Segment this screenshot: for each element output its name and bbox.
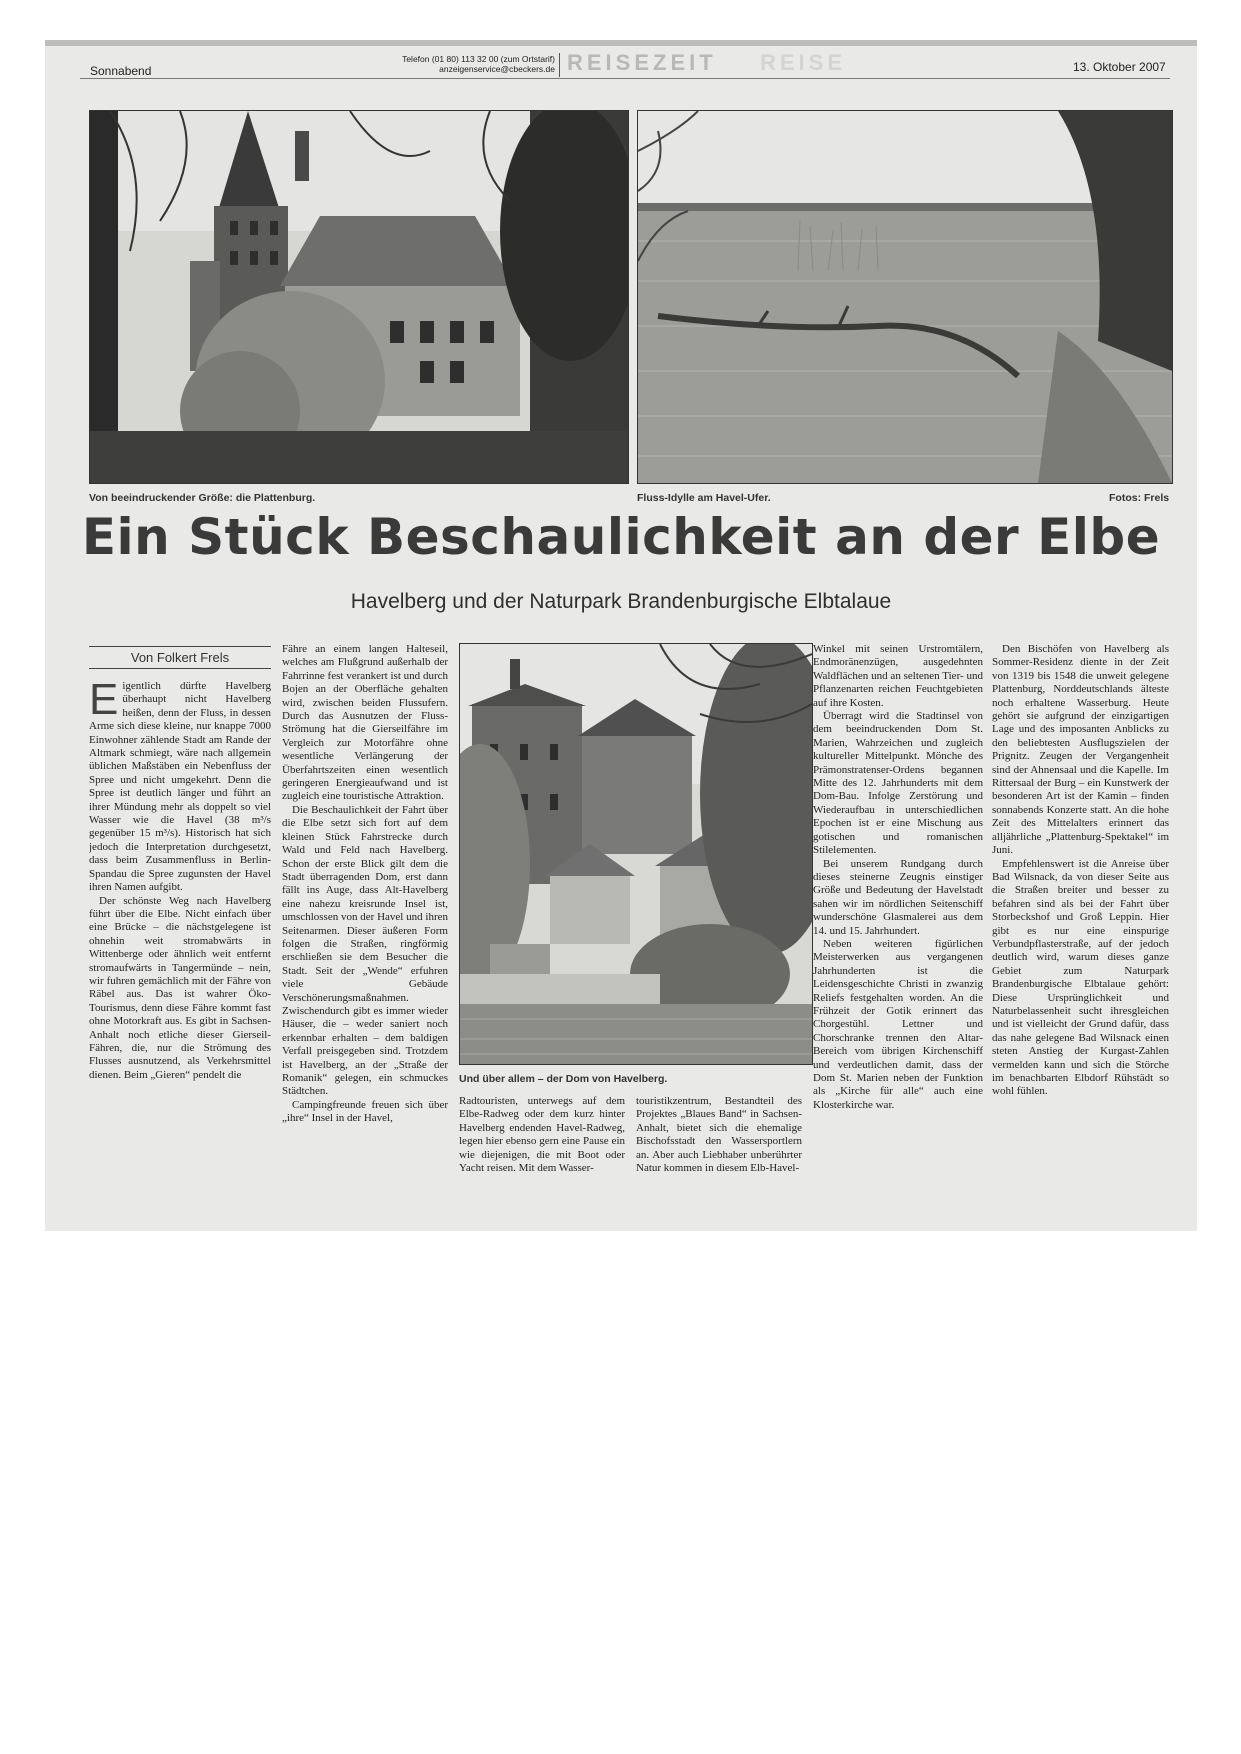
photo-plattenburg	[89, 110, 629, 484]
caption-dom: Und über allem – der Dom von Havelberg.	[459, 1073, 668, 1085]
paragraph: Winkel mit seinen Urstromtälern, Endmoränenzügen, ausgedehnten Waldflächen und an seltenen Tier- und Pflanzenarten reichen Feuchtgebieten auf ihre Kosten.	[813, 643, 983, 709]
header-separator	[559, 53, 560, 77]
paragraph: Campingfreunde freuen sich über „ihre“ Insel in der Havel,	[282, 1098, 448, 1125]
show-through-text: REISE	[760, 50, 847, 75]
caption-havel: Fluss-Idylle am Havel-Ufer.	[637, 492, 771, 504]
paragraph: Neben weiteren figürlichen Meisterwerken aus vergangenen Jahrhunderten ist die Leidensgeschichte Christi in zwanzig Reliefs festgehalten worden. An die Frühzeit der Gotik erinnert das Chorgestühl. Lettner und Chorschranke trennen den Altar-Bereich vom übrigen Kirchenschiff und verdeutlichen damit, dass der Dom St. Marien neben der Funktion als „Kirche für alle“ auch eine Klosterkirche war.	[813, 937, 983, 1111]
article-subheadline: Havelberg und der Naturpark Brandenburgische Elbtalaue	[350, 590, 892, 613]
paragraph	[89, 680, 271, 895]
paragraph-text: igentlich dürfte Havelberg überhaupt nicht Havelberg heißen, denn der Fluss, in dessen Arme sich diese kleine, nur knappe 7000 Einwohner zählende Stadt am Rande der Altmark schmiegt, wäre nach allgemein üblichen Maßstäben ein Nebenfluss der Spree und nicht umgekehrt. Denn die Spree ist deutlich länger und führt an ihrer Mündung mehr als doppelt so viel Wasser wie die Havel (38 m³/s gegenüber 15 m³/s). Historisch hat sich jedoch die Interpretation durchgesetzt, dass beim Zusammenfluss in Berlin-Spandau die Spree zugunsten der Havel ihren Namen aufgibt.	[89, 680, 271, 894]
article-column-2	[282, 643, 448, 1228]
article-headline: Ein Stück Beschaulichkeit an der Elbe	[81, 508, 1161, 566]
paragraph: Die Beschaulichkeit der Fahrt über die Elbe setzt sich fort auf dem kleinen Stück Fahrstrecke durch Wald und Feld nach Havelberg. Schon der erste Blick gilt dem die Stadt überragenden Dom, erst dann fällt ins Auge, dass Alt-Havelberg eine nahezu kreisrunde Insel ist, umschlossen von der Havel und ihren Seitenarmen. Dieser äußeren Form folgen die Straßen, ringförmig erschließen sie dem Besucher die Stadt. Seit der „Wende“ erfuhren viele Gebäude Verschönerungsmaßnahmen. Zwischendurch gibt es immer wieder Häuser, die – weder saniert noch erkennbar erhalten – dem baldigen Verfall preisgegeben sind. Trotzdem ist Havelberg, an der „Straße der Romanik“ gelegen, ein schmuckes Städtchen.	[282, 803, 448, 1098]
paragraph: Bei unserem Rundgang durch dieses steinerne Zeugnis einstiger Größe und Bedeutung der Havelstadt sahen wir im nördlichen Seitenschiff wunderschöne Glasmalerei aus dem 14. und 15. Jahrhundert.	[813, 857, 983, 937]
byline: Von Folkert Frels	[130, 650, 230, 665]
drop-cap: E	[89, 680, 119, 724]
paragraph: Den Bischöfen von Havelberg als Sommer-Residenz diente in der Zeit von 1319 bis 1548 die unweit gelegene Plattenburg, Norddeutschlands älteste noch erhaltene Wasserburg. Heute gehört sie aufgrund der einzigartigen Lage und des imposanten Anblicks zu den beliebtesten Ausflugszielen der Prignitz. Zeugen der Vergangenheit sind der Ahnensaal und die Kapelle. Im Rittersaal der Burg – ein Kunstwerk der besonderen Art ist der Kamin – finden sonnabends Konzerte statt. An die hohe Zeit des Mittelalters erinnert das alljährliche „Plattenburg-Spektakel“ im Juni.	[992, 643, 1169, 857]
header-contact	[345, 54, 555, 74]
header-email: anzeigenservice@cbeckers.de	[439, 64, 555, 74]
header-day: Sonnabend	[90, 64, 152, 78]
dom-photo	[460, 644, 812, 1064]
photo-havel-shore	[637, 110, 1173, 484]
river-photo	[638, 111, 1172, 483]
paragraph: Der schönste Weg nach Havelberg führt über die Elbe. Nicht einfach über eine Brücke – die nächstgelegene ist ohnehin weit stromabwärts in Wittenberge oder ähnlich weit entfernt stromaufwärts in Tangermünde – nein, wir fuhren gemächlich mit der Fähre von Räbel aus. Das ist wahrer Öko-Tourismus, denn diese Fähre kommt fast ohne Motorkraft aus. Es gibt in Sachsen-Anhalt noch etliche dieser Gierseil-Fähren, die, nur die Strömung des Flusses ausnutzend, als Verkehrsmittel dienen. Beim „Gieren“ pendelt die	[89, 894, 271, 1081]
scan-edge	[45, 40, 1197, 46]
paragraph: Radtouristen, unterwegs auf dem Elbe-Radweg oder dem kurz hinter Havelberg endenden Havel-Radweg, legen hier ebenso gern eine Pause ein wie diejenigen, die mit Boot oder Yacht reisen. Mit dem Wasser-	[459, 1095, 625, 1175]
header-date: 13. Oktober 2007	[1073, 60, 1166, 74]
article-column-4	[813, 643, 983, 1228]
paragraph: touristikzentrum, Bestandteil des Projektes „Blaues Band“ in Sachsen-Anhalt, bietet sich die ehemalige Bischofsstadt den Wassersportlern an. Aber auch Liebhaber unberührter Natur kommen in diesem Elb-Havel-	[636, 1095, 802, 1175]
article-column-5	[992, 643, 1169, 1228]
article-column-3a	[459, 1095, 625, 1228]
caption-plattenburg: Von beeindruckender Größe: die Plattenburg.	[89, 492, 316, 504]
photo-credit: Fotos: Frels	[1109, 492, 1170, 504]
byline-rule	[89, 646, 271, 647]
article-column-3b	[636, 1095, 802, 1228]
paragraph: Fähre an einem langen Halteseil, welches am Flußgrund außerhalb der Fahrrinne fest verankert ist und durch Bojen an der Oberfläche gehalten wird, zwischen beiden Flussufern. Durch das Ausnutzen der Fluss-Strömung hat die Gierseilfähre im Vergleich zur Motorfähre ohne wesentliche Verlängerung der Überfahrtszeiten einen wesentlich geringeren Energieaufwand und ist zugleich eine touristische Attraktion.	[282, 643, 448, 803]
newspaper-clipping	[45, 40, 1197, 1231]
header-phone: Telefon (01 80) 113 32 00 (zum Ortstarif)	[402, 54, 555, 64]
photo-havelberg-dom	[459, 643, 813, 1065]
article-column-1	[89, 680, 271, 1228]
byline-rule	[89, 668, 271, 669]
header-section: REISEZEIT	[567, 50, 717, 75]
castle-photo	[90, 111, 628, 483]
paragraph: Überragt wird die Stadtinsel von dem beeindruckenden Dom St. Marien, Wahrzeichen und zugleich kultureller Mittelpunkt. Mönche des Prämonstratenser-Ordens begannen Mitte des 12. Jahrhunderts mit dem Dom-Bau. Infolge Zerstörung und Wiederaufbau in unterschiedlichen Epochen ist er eine Mischung aus gotischen und romanischen Stilelementen.	[813, 710, 983, 857]
header-rule	[80, 78, 1170, 79]
paragraph: Empfehlenswert ist die Anreise über Bad Wilsnack, da von dieser Seite aus die Straßen breiter und besser zu befahren sind als bei der Fahrt über Storbeckshof und Groß Leppin. Hier gibt es nur eine einspurige Verbundpflasterstraße, auf der jedoch deutlich wird, warum dieses ganze Gebiet zum Naturpark Brandenburgische Elbtalaue gehört: Diese Ursprünglichkeit und Naturbelassenheit sucht ihresgleichen und ist vielleicht der Grund dafür, dass das nahe gelegene Bad Wilsnack einen steten Anstieg der Kurgast-Zahlen vermelden kann und sich die Störche im benachbarten Elbdorf Rühstädt so wohl fühlen.	[992, 857, 1169, 1098]
